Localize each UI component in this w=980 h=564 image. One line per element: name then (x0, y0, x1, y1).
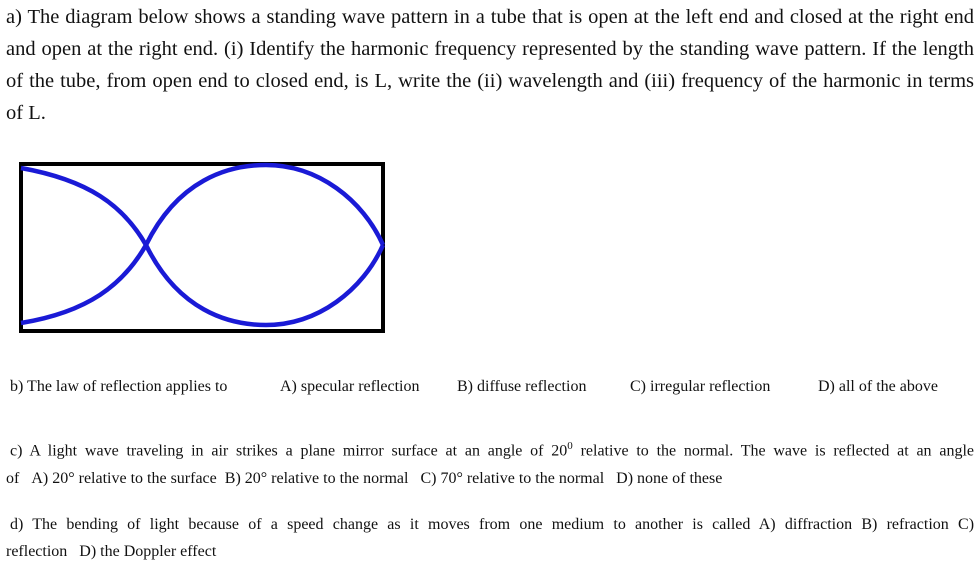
question-d-option-c: C) (958, 516, 975, 533)
question-d-option-d: D) the Doppler effect (79, 543, 217, 560)
question-b-option-d: D) all of the above (818, 378, 938, 395)
question-c-prompt-continued: relative to the normal. The wave is reflected at an angle (572, 442, 974, 460)
question-c-line-1 (6, 432, 974, 465)
degree-superscript: 0 (567, 440, 573, 452)
question-b-prompt: b) The law of reflection applies to (10, 378, 228, 395)
question-c-line-2 (6, 465, 974, 493)
question-c-prompt: c) A light wave traveling in air strikes a plane mirror surface at an angle of 20 (10, 442, 568, 460)
question-c-option-d: D) none of these (616, 470, 723, 488)
question-c-prompt-end: of (6, 470, 20, 488)
question-a-text: a) The diagram below shows a standing wave pattern in a tube that is open at the left end and closed at the right end and open at the right end. (i) Identify the harmonic frequency represented by the standing wave pattern. If the length of the tube, from open end to closed end, is L, write the (ii) wavelength and (iii) frequency of the harmonic in terms of L. (6, 6, 974, 124)
question-c (6, 432, 974, 493)
question-d-option-a: A) diffraction (758, 516, 853, 533)
standing-wave-diagram (18, 160, 388, 338)
question-d-prompt: d) The bending of light because of a speed change as it moves from one medium to another is called (10, 516, 751, 533)
question-c-option-b: B) 20° relative to the normal (224, 470, 409, 488)
question-b-option-c: C) irregular reflection (630, 378, 771, 395)
wave-curve-lower (21, 245, 383, 325)
question-d-option-b: B) refraction (861, 516, 949, 533)
question-c-option-c: C) 70° relative to the normal (420, 470, 605, 488)
wave-curve-upper (21, 165, 383, 245)
question-d-line-1 (6, 511, 974, 538)
question-d (6, 511, 974, 564)
question-d-line-2 (6, 538, 974, 564)
question-c-option-a: A) 20° relative to the surface (31, 470, 217, 488)
question-b-option-b: B) diffuse reflection (457, 378, 587, 395)
question-d-option-c-continued: reflection (6, 543, 68, 560)
question-b-option-a: A) specular reflection (280, 378, 420, 395)
